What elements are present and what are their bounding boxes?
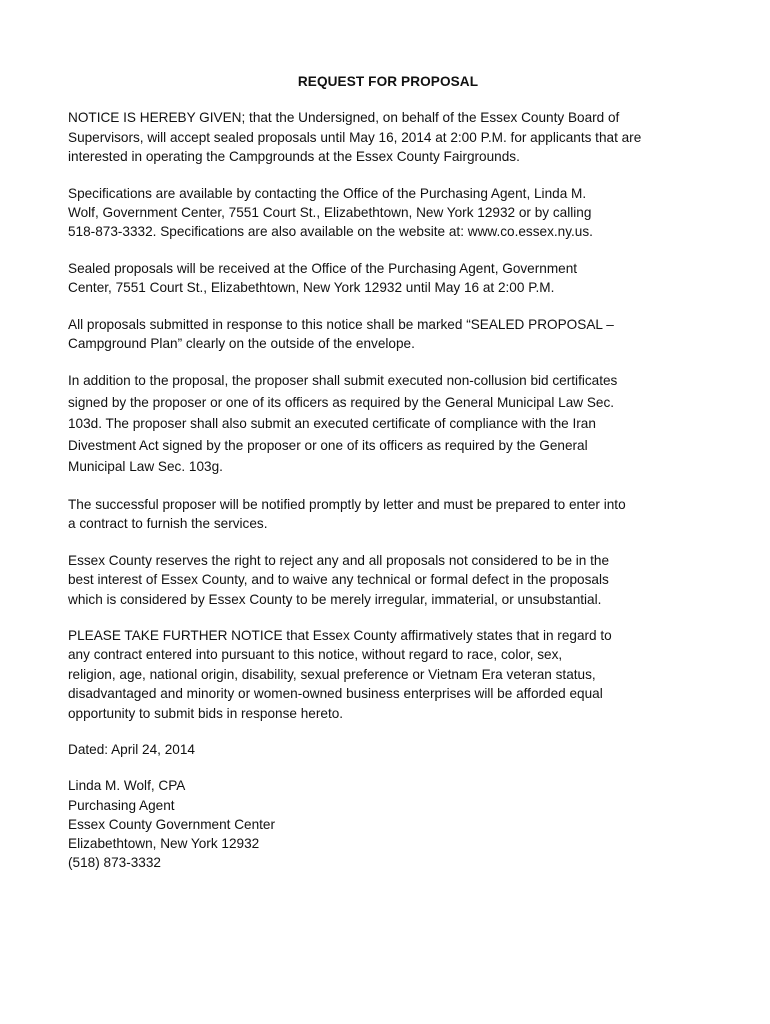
text-line: NOTICE IS HEREBY GIVEN; that the Undersigned, on behalf of the Essex County Board of bbox=[68, 110, 620, 126]
signer-phone: (518) 873-3332 bbox=[68, 855, 161, 871]
text-line: a contract to furnish the services. bbox=[68, 516, 268, 532]
text-line: 518-873-3332. Specifications are also available on the website at: www.co.essex.ny.us. bbox=[68, 224, 593, 240]
text-line: 103d. The proposer shall also submit an executed certificate of compliance with the Iran bbox=[68, 416, 596, 432]
text-line: All proposals submitted in response to this notice shall be marked “SEALED PROPOSAL – bbox=[68, 316, 614, 332]
text-line: Center, 7551 Court St., Elizabethtown, New York 12932 until May 16 at 2:00 P.M. bbox=[68, 280, 555, 296]
text-line: In addition to the proposal, the proposer shall submit executed non-collusion bid certificates bbox=[68, 373, 618, 389]
text-line: opportunity to submit bids in response hereto. bbox=[68, 705, 344, 721]
sealed-proposals-paragraph bbox=[68, 259, 708, 298]
text-line: Wolf, Government Center, 7551 Court St., Elizabethtown, New York 12932 or by calling bbox=[68, 205, 592, 221]
document-title: REQUEST FOR PROPOSAL bbox=[297, 74, 479, 89]
text-line: religion, age, national origin, disability, sexual preference or Vietnam Era veteran status, bbox=[68, 666, 596, 682]
signer-organization: Essex County Government Center bbox=[68, 816, 276, 832]
specifications-paragraph bbox=[68, 184, 708, 242]
dated-text: Dated: April 24, 2014 bbox=[68, 742, 195, 758]
text-line: Municipal Law Sec. 103g. bbox=[68, 459, 223, 475]
document-body bbox=[68, 72, 708, 889]
signer-city: Elizabethtown, New York 12932 bbox=[68, 836, 260, 852]
text-line: Essex County reserves the right to reject any and all proposals not considered to be in the bbox=[68, 552, 610, 568]
text-line: which is considered by Essex County to be merely irregular, immaterial, or unsubstantial. bbox=[68, 591, 602, 607]
reservation-paragraph bbox=[68, 551, 708, 609]
text-line: The successful proposer will be notified promptly by letter and must be prepared to enter into bbox=[68, 496, 626, 512]
text-line: signed by the proposer or one of its officers as required by the General Municipal Law Sec. bbox=[68, 394, 615, 410]
text-line: best interest of Essex County, and to waive any technical or formal defect in the proposals bbox=[68, 572, 609, 588]
text-line: Supervisors, will accept sealed proposals until May 16, 2014 at 2:00 P.M. for applicants that are bbox=[68, 129, 642, 145]
signer-role: Purchasing Agent bbox=[68, 797, 175, 813]
text-line: Sealed proposals will be received at the Office of the Purchasing Agent, Government bbox=[68, 260, 578, 276]
text-line: interested in operating the Campgrounds at the Essex County Fairgrounds. bbox=[68, 149, 520, 165]
text-line: Specifications are available by contacting the Office of the Purchasing Agent, Linda M. bbox=[68, 185, 587, 201]
further-notice-paragraph bbox=[68, 626, 708, 723]
text-line: PLEASE TAKE FURTHER NOTICE that Essex County affirmatively states that in regard to bbox=[68, 628, 612, 643]
certificates-paragraph bbox=[68, 370, 708, 478]
marking-paragraph bbox=[68, 315, 708, 354]
text-line: Divestment Act signed by the proposer or one of its officers as required by the General bbox=[68, 437, 588, 453]
text-line: Campground Plan” clearly on the outside of the envelope. bbox=[68, 336, 415, 352]
signature-block bbox=[68, 776, 708, 872]
signer-name: Linda M. Wolf, CPA bbox=[68, 778, 186, 794]
dated-line bbox=[68, 740, 708, 759]
text-line: any contract entered into pursuant to this notice, without regard to race, color, sex, bbox=[68, 647, 563, 663]
notice-paragraph bbox=[68, 108, 708, 166]
notification-paragraph bbox=[68, 495, 708, 534]
text-line: disadvantaged and minority or women-owned business enterprises will be afforded equal bbox=[68, 686, 603, 702]
